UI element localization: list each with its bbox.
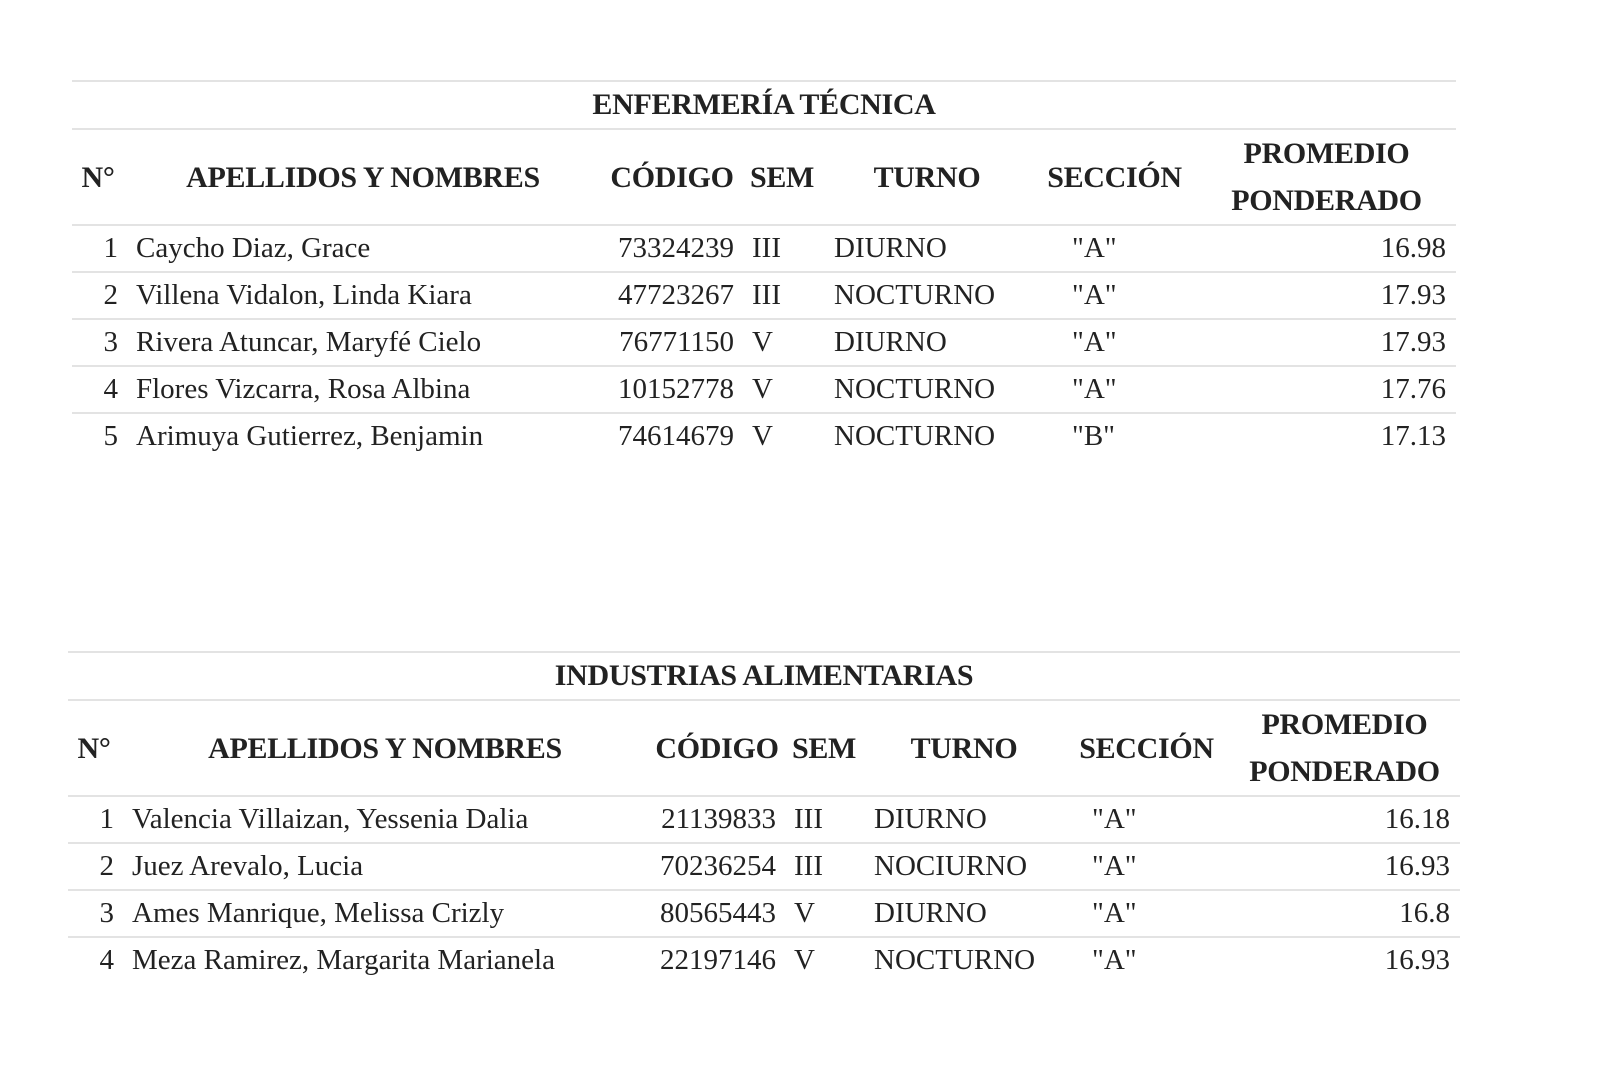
cell-turno: DIURNO [864,890,1064,937]
header-turno: TURNO [822,129,1032,225]
header-n: N° [68,700,120,796]
cell-n: 2 [68,843,120,890]
cell-name: Juez Arevalo, Lucia [120,843,650,890]
table-title: ENFERMERÍA TÉCNICA [72,81,1456,129]
cell-promedio: 17.93 [1197,272,1456,319]
table-row [68,843,1460,890]
cell-code: 47723267 [602,272,742,319]
cell-code: 76771150 [602,319,742,366]
cell-sem: V [794,944,815,976]
header-seccion: SECCIÓN [1032,129,1197,225]
table-row [72,413,1456,459]
cell-turno: DIURNO [822,225,1032,272]
table-title: INDUSTRIAS ALIMENTARIAS [68,652,1460,700]
cell-name: Meza Ramirez, Margarita Marianela [132,944,555,976]
cell-promedio: 16.8 [1229,890,1460,937]
cell-seccion: "A" [1032,366,1197,413]
cell-n: 4 [99,944,114,976]
cell-name: Ames Manrique, Melissa Crizly [120,890,650,937]
cell-sem: V [742,366,822,413]
cell-code: 22197146 [660,944,776,976]
cell-sem: V [784,890,864,937]
cell-turno: NOCTURNO [822,366,1032,413]
cell-name: Caycho Diaz, Grace [124,225,602,272]
cell-sem: III [784,843,864,890]
header-row [68,700,1460,796]
header-promedio-line2: PONDERADO [1231,184,1422,217]
cell-seccion: "A" [1064,796,1229,843]
cell-seccion: "A" [1064,890,1229,937]
header-promedio-line2: PONDERADO [1249,755,1440,788]
cell-sem: III [784,796,864,843]
cell-turno: NOCIURNO [864,843,1064,890]
cell-sem: V [742,319,822,366]
header-name: APELLIDOS Y NOMBRES [120,700,650,796]
table-industrias-alimentarias [68,651,1460,983]
header-sem: SEM [784,700,864,796]
cell-turno: NOCTURNO [822,272,1032,319]
cell-promedio: 17.93 [1197,319,1456,366]
cell-n: 1 [68,796,120,843]
table-row [72,225,1456,272]
cell-name: Rivera Atuncar, Maryfé Cielo [124,319,602,366]
cell-sem: III [742,272,822,319]
cell-seccion: "A" [1092,944,1137,976]
cell-promedio: 16.93 [1229,843,1460,890]
cell-code: 21139833 [650,796,784,843]
cell-name: Flores Vizcarra, Rosa Albina [124,366,602,413]
cell-sem: V [752,420,773,452]
cell-turno: NOCTURNO [834,420,996,452]
cell-seccion: "A" [1032,319,1197,366]
cell-turno: NOCTURNO [874,944,1036,976]
table-row [68,937,1460,983]
cell-name: Arimuya Gutierrez, Benjamin [136,420,484,452]
header-code: CÓDIGO [602,129,742,225]
table-enfermeria-tecnica [72,80,1456,459]
table-row [72,319,1456,366]
cell-n: 4 [72,366,124,413]
header-turno: TURNO [864,700,1064,796]
header-row [72,129,1456,225]
cell-promedio: 16.93 [1384,944,1451,976]
cell-n: 5 [103,420,118,452]
table-row [68,890,1460,937]
header-promedio [1229,700,1460,796]
cell-seccion: "A" [1064,843,1229,890]
header-code: CÓDIGO [650,700,784,796]
cell-code: 74614679 [618,420,734,452]
cell-n: 1 [72,225,124,272]
cell-sem: III [742,225,822,272]
cell-n: 2 [72,272,124,319]
header-name: APELLIDOS Y NOMBRES [124,129,602,225]
cell-promedio: 17.76 [1197,366,1456,413]
cell-code: 70236254 [650,843,784,890]
cell-seccion: "A" [1032,225,1197,272]
cell-turno: DIURNO [864,796,1064,843]
table-title-row [72,81,1456,129]
cell-code: 10152778 [602,366,742,413]
table-row [72,366,1456,413]
cell-promedio: 17.13 [1380,420,1447,452]
cell-turno: DIURNO [822,319,1032,366]
cell-code: 80565443 [650,890,784,937]
header-sem: SEM [742,129,822,225]
cell-seccion: "B" [1072,420,1116,452]
cell-promedio: 16.98 [1197,225,1456,272]
cell-n: 3 [72,319,124,366]
header-promedio [1197,129,1456,225]
header-promedio-line1: PROMEDIO [1261,708,1428,741]
table-row [72,272,1456,319]
cell-name: Villena Vidalon, Linda Kiara [124,272,602,319]
table-row [68,796,1460,843]
cell-code: 73324239 [602,225,742,272]
cell-n: 3 [68,890,120,937]
table-title-row [68,652,1460,700]
header-promedio-line1: PROMEDIO [1243,137,1410,170]
cell-name: Valencia Villaizan, Yessenia Dalia [120,796,650,843]
cell-seccion: "A" [1032,272,1197,319]
header-seccion: SECCIÓN [1064,700,1229,796]
cell-promedio: 16.18 [1229,796,1460,843]
header-n: N° [72,129,124,225]
